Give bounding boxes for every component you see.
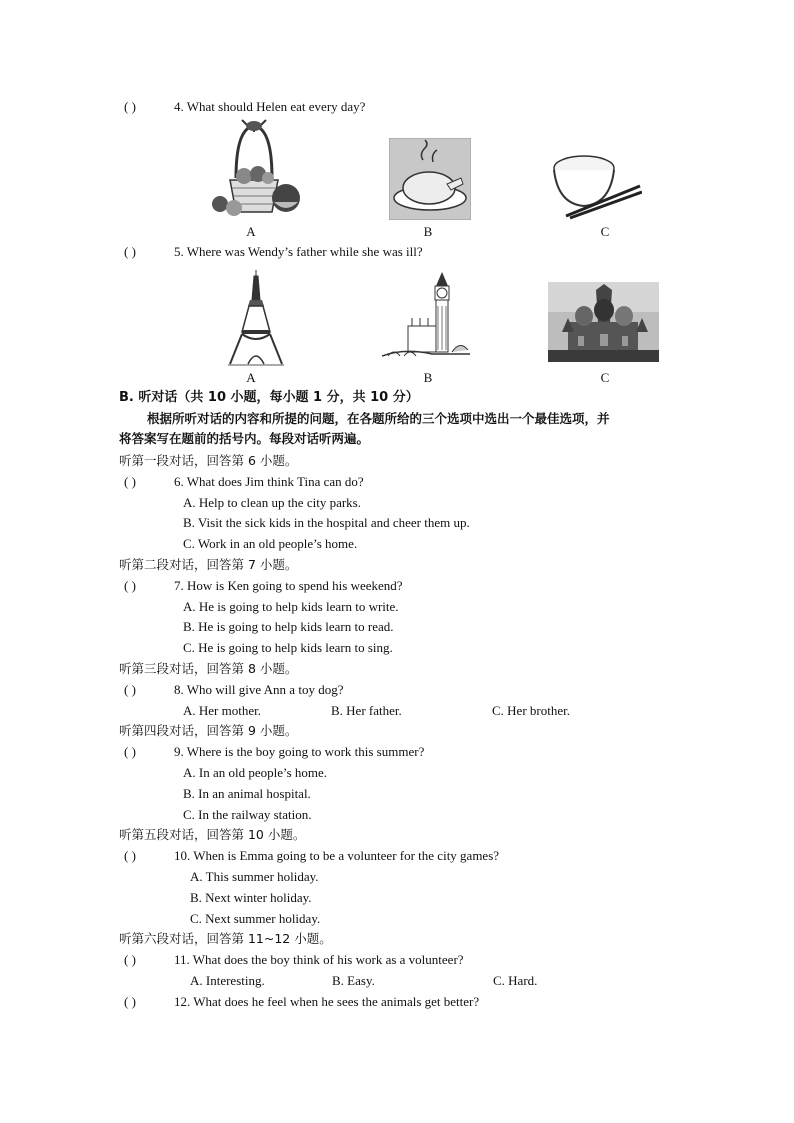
- st-basils-cathedral-icon: [548, 282, 659, 362]
- section-instruction: 将答案写在题前的括号内。每段对话听两遍。: [119, 431, 370, 446]
- option-label: A: [246, 370, 256, 385]
- answer-bracket: ( ): [124, 682, 136, 697]
- option-a: A. Interesting.: [190, 973, 265, 988]
- big-ben-icon: [382, 272, 472, 364]
- answer-bracket: ( ): [124, 244, 136, 259]
- option-c: C. Her brother.: [492, 703, 570, 718]
- answer-bracket: ( ): [124, 99, 136, 114]
- option-a: A. Her mother.: [183, 703, 261, 718]
- dialog-header: 听第二段对话，回答第 7 小题。: [119, 557, 298, 572]
- question-text: 12. What does he feel when he sees the animals get better?: [174, 994, 480, 1009]
- rice-bowl-icon: [552, 150, 642, 220]
- option-b: B. Easy.: [332, 973, 375, 988]
- option-c: C. Next summer holiday.: [190, 911, 321, 926]
- question-text: 5. Where was Wendy’s father while she was ill?: [174, 244, 423, 259]
- option-c: C. He is going to help kids learn to sing.: [183, 640, 393, 655]
- option-b: B. In an animal hospital.: [183, 786, 311, 801]
- option-b: B. Visit the sick kids in the hospital and cheer them up.: [183, 515, 470, 530]
- fruit-basket-icon: [208, 118, 300, 218]
- option-label: B: [423, 224, 433, 239]
- eiffel-tower-icon: [228, 270, 284, 366]
- answer-bracket: ( ): [124, 848, 136, 863]
- answer-bracket: ( ): [124, 952, 136, 967]
- question-text: 9. Where is the boy going to work this summer?: [174, 744, 425, 759]
- option-c: C. Hard.: [493, 973, 538, 988]
- option-a: A. He is going to help kids learn to write.: [183, 599, 399, 614]
- question-text: 6. What does Jim think Tina can do?: [174, 474, 364, 489]
- answer-bracket: ( ): [124, 744, 136, 759]
- question-text: 10. When is Emma going to be a volunteer for the city games?: [174, 848, 500, 863]
- section-title: B. 听对话（共 10 小题，每小题 1 分，共 10 分）: [119, 390, 419, 405]
- dialog-header: 听第三段对话，回答第 8 小题。: [119, 661, 298, 676]
- section-instruction: 根据所听对话的内容和所提的问题，在各题所给的三个选项中选出一个最佳选项，并: [147, 411, 610, 426]
- question-4: [124, 99, 365, 115]
- option-label: B: [423, 370, 433, 385]
- question-11: [124, 952, 464, 968]
- dialog-header: 听第四段对话，回答第 9 小题。: [119, 723, 298, 738]
- question-7: [124, 578, 403, 594]
- question-12: [124, 994, 479, 1010]
- question-10: [124, 848, 499, 864]
- question-text: 11. What does the boy think of his work as a volunteer?: [174, 952, 464, 967]
- question-text: 4. What should Helen eat every day?: [174, 99, 366, 114]
- option-b: B. Her father.: [331, 703, 402, 718]
- dialog-header: 听第六段对话，回答第 11~12 小题。: [119, 931, 332, 946]
- option-a: A. In an old people’s home.: [183, 765, 328, 780]
- option-label: A: [246, 224, 256, 239]
- option-label: C: [600, 370, 610, 385]
- question-text: 7. How is Ken going to spend his weekend?: [174, 578, 403, 593]
- option-b: B. He is going to help kids learn to read.: [183, 619, 394, 634]
- option-b: B. Next winter holiday.: [190, 890, 312, 905]
- question-6: [124, 474, 364, 490]
- option-label: C: [600, 224, 610, 239]
- roast-chicken-icon: [389, 138, 471, 220]
- answer-bracket: ( ): [124, 474, 136, 489]
- dialog-header: 听第一段对话，回答第 6 小题。: [119, 453, 298, 468]
- question-8: [124, 682, 343, 698]
- dialog-header: 听第五段对话，回答第 10 小题。: [119, 827, 306, 842]
- answer-bracket: ( ): [124, 578, 136, 593]
- question-9: [124, 744, 424, 760]
- option-c: C. Work in an old people’s home.: [183, 536, 358, 551]
- option-c: C. In the railway station.: [183, 807, 312, 822]
- question-text: 8. Who will give Ann a toy dog?: [174, 682, 344, 697]
- option-a: A. Help to clean up the city parks.: [183, 495, 361, 510]
- question-5: [124, 244, 423, 260]
- option-a: A. This summer holiday.: [190, 869, 319, 884]
- answer-bracket: ( ): [124, 994, 136, 1009]
